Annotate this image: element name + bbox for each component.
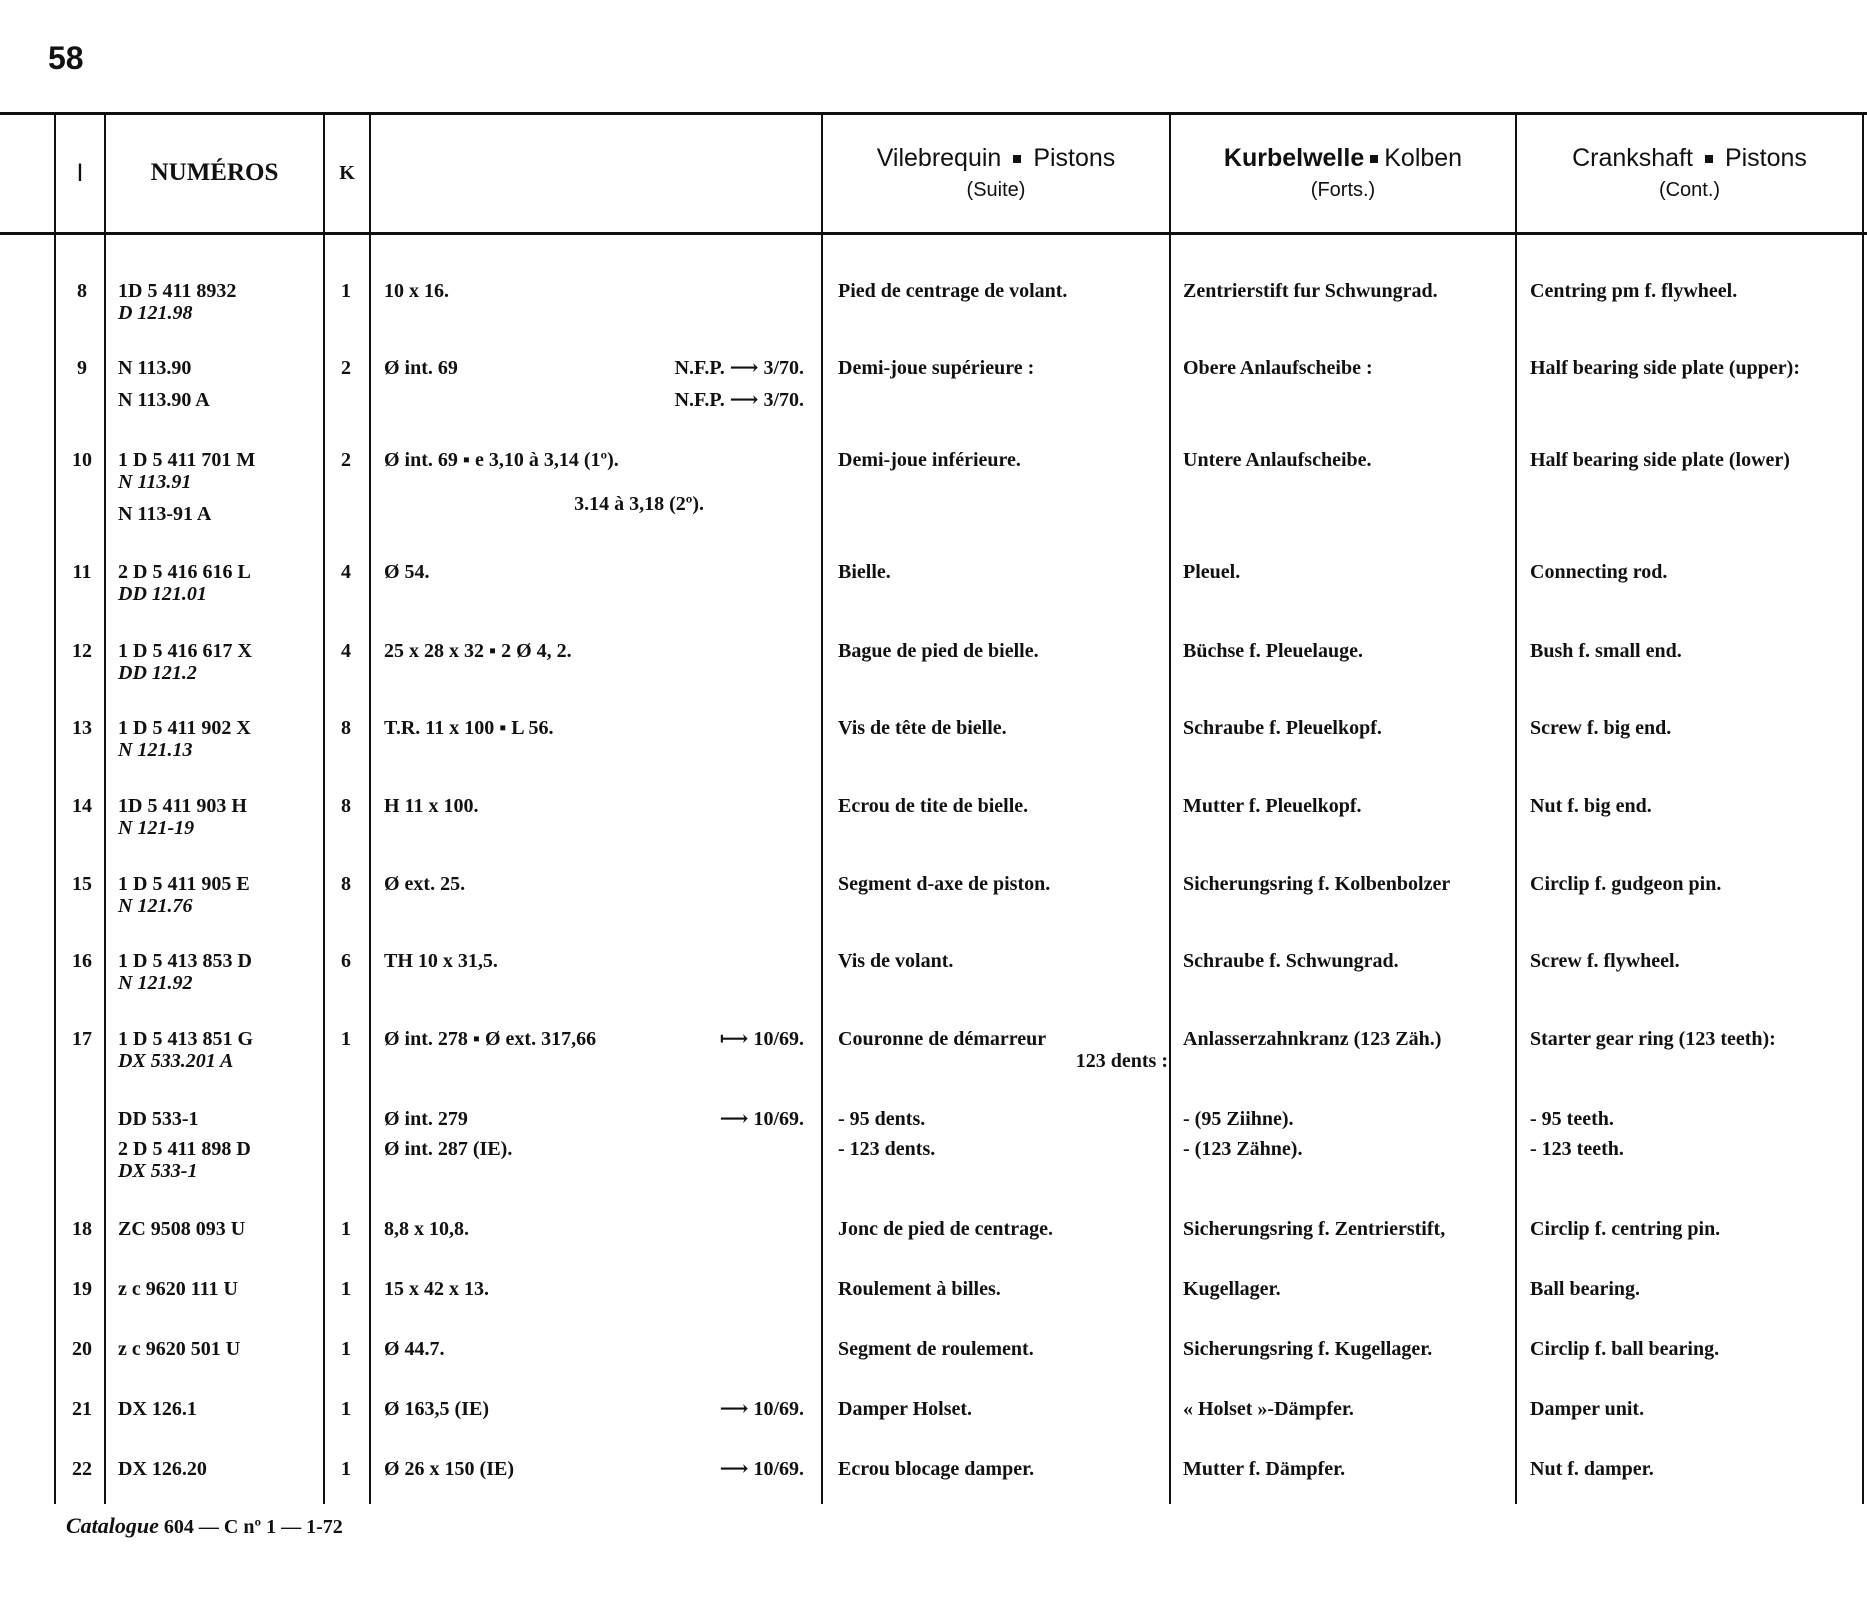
note-text: ⟶ 10/69. (719, 1458, 804, 1480)
row-german: Anlasserzahnkranz (123 Zäh.) (1183, 1028, 1442, 1050)
part-number: 1D 5 411 8932 (118, 280, 237, 302)
row-dimensions (384, 357, 814, 411)
row-index: 22 (72, 1458, 92, 1480)
bullet-icon (1013, 155, 1021, 163)
row-dimensions (384, 1028, 814, 1050)
header-german-title-a: Kurbelwelle (1223, 144, 1365, 172)
part-number: z c 9620 501 U (118, 1338, 241, 1360)
header-qty-label: K (339, 161, 355, 184)
row-qty: 2 (341, 357, 351, 379)
header-french-title-a: Vilebrequin (876, 144, 1002, 172)
ref-number: DD 121.2 (118, 662, 197, 684)
row-numbers (118, 1398, 323, 1420)
row-german: Mutter f. Dämpfer. (1183, 1458, 1346, 1480)
row-english: Connecting rod. (1530, 561, 1668, 583)
row-dimensions (384, 1108, 814, 1130)
row-index: 21 (72, 1398, 92, 1420)
row-french: Roulement à billes. (838, 1278, 1001, 1300)
ref-number: N 121-19 (118, 817, 195, 839)
row-german: Untere Anlaufscheibe. (1183, 449, 1372, 471)
row-french: Jonc de pied de centrage. (838, 1218, 1053, 1240)
row-english: Half bearing side plate (upper): (1530, 357, 1800, 379)
row-english: Starter gear ring (123 teeth): (1530, 1028, 1776, 1050)
row-numbers (118, 1278, 323, 1300)
part-number: 1D 5 411 903 H (118, 795, 247, 817)
header-german-title-b: Kolben (1384, 144, 1463, 172)
row-qty: 1 (341, 1278, 351, 1300)
part-number: DX 126.20 (118, 1458, 207, 1480)
row-index: 13 (72, 717, 92, 739)
header-index-label: I (76, 158, 84, 187)
header-english-title-a: Crankshaft (1572, 144, 1693, 172)
row-english: Centring pm f. flywheel. (1530, 280, 1738, 302)
row-index: 16 (72, 950, 92, 972)
row-qty: 1 (341, 1028, 351, 1050)
row-french: Segment de roulement. (838, 1338, 1034, 1360)
row-german: Kugellager. (1183, 1278, 1281, 1300)
row-qty: 8 (341, 717, 351, 739)
part-number: N 113.90 (118, 357, 192, 379)
note-text: N.F.P. ⟶ 3/70. (674, 357, 804, 379)
ref-number: N 121.76 (118, 895, 193, 917)
row-numbers (118, 717, 323, 761)
row-numbers (118, 1338, 323, 1360)
dimension-text: Ø 26 x 150 (IE) (384, 1458, 514, 1480)
bullet-icon (1370, 155, 1378, 163)
french-text-2: 123 dents : (1075, 1050, 1168, 1072)
row-english: Circlip f. centring pin. (1530, 1218, 1721, 1240)
row-german: Sicherungsring f. Kolbenbolzer (1183, 873, 1451, 895)
row-index: 12 (72, 640, 92, 662)
row-qty: 1 (341, 1338, 351, 1360)
part-number: ZC 9508 093 U (118, 1218, 246, 1240)
row-qty: 8 (341, 873, 351, 895)
part-number: 2 D 5 416 616 L (118, 561, 251, 583)
row-numbers (118, 1108, 323, 1130)
row-qty: 6 (341, 950, 351, 972)
dimension-text: Ø int. 69 ▪ e 3,10 à 3,14 (1º). (384, 449, 619, 471)
bullet-icon (1705, 155, 1713, 163)
part-number: z c 9620 111 U (118, 1278, 238, 1300)
ref-number: DX 533.201 A (118, 1050, 234, 1072)
dimension-text-2: 3.14 à 3,18 (2º). (574, 493, 704, 515)
ref-number-2: N 113-91 A (118, 503, 212, 525)
row-dimensions: 10 x 16. (384, 280, 449, 302)
part-number: 1 D 5 411 902 X (118, 717, 251, 739)
dimension-text-2: N.F.P. ⟶ 3/70. (674, 389, 804, 411)
row-numbers (118, 795, 323, 839)
header-index (56, 112, 104, 234)
row-dimensions: 8,8 x 10,8. (384, 1218, 469, 1240)
row-qty: 2 (341, 449, 351, 471)
row-german: Sicherungsring f. Kugellager. (1183, 1338, 1433, 1360)
footer-catalogue: Catalogue (66, 1513, 159, 1538)
header-german-title (1224, 144, 1462, 173)
row-numbers (118, 449, 323, 525)
row-numbers (118, 1458, 323, 1480)
dimension-text: Ø int. 279 (384, 1108, 468, 1130)
ref-number: N 121.13 (118, 739, 193, 761)
row-german: Mutter f. Pleuelkopf. (1183, 795, 1362, 817)
part-number: 2 D 5 411 898 D (118, 1138, 251, 1160)
row-dimensions: Ø 44.7. (384, 1338, 445, 1360)
row-dimensions: H 11 x 100. (384, 795, 479, 817)
row-german: Zentrierstift fur Schwungrad. (1183, 280, 1438, 302)
header-numbers (106, 112, 323, 234)
row-numbers (118, 1028, 323, 1072)
part-number: 1 D 5 411 701 M (118, 449, 256, 471)
part-number: DD 533-1 (118, 1108, 199, 1130)
dimension-text: Ø int. 69 (384, 357, 458, 379)
row-qty: 1 (341, 1218, 351, 1240)
row-numbers (118, 873, 323, 917)
row-index: 20 (72, 1338, 92, 1360)
row-qty: 1 (341, 280, 351, 302)
row-french: Vis de tête de bielle. (838, 717, 1007, 739)
row-dimensions (384, 1398, 814, 1420)
footer (66, 1513, 343, 1539)
row-english: Half bearing side plate (lower) (1530, 449, 1790, 471)
header-german-sub: (Forts.) (1310, 179, 1376, 201)
col-border (1169, 112, 1171, 1504)
page-number: 58 (48, 40, 84, 76)
row-german: - (95 Ziihne). (1183, 1108, 1294, 1130)
dimension-text: Ø int. 278 ▪ Ø ext. 317,66 (384, 1028, 597, 1050)
row-numbers (118, 280, 323, 324)
row-english: Bush f. small end. (1530, 640, 1682, 662)
note-text: ⟶ 10/69. (719, 1398, 804, 1420)
row-english: Circlip f. ball bearing. (1530, 1338, 1720, 1360)
ref-number: N 113.91 (118, 471, 192, 493)
row-numbers (118, 561, 323, 605)
row-qty: 1 (341, 1458, 351, 1480)
header-german (1171, 112, 1515, 234)
row-numbers (118, 1218, 323, 1240)
row-qty: 1 (341, 1398, 351, 1420)
header-french-sub: (Suite) (966, 179, 1026, 201)
row-index: 10 (72, 449, 92, 471)
row-german: Schraube f. Schwungrad. (1183, 950, 1399, 972)
ref-number: N 113.90 A (118, 389, 210, 411)
row-numbers (118, 1138, 323, 1182)
row-numbers (118, 640, 323, 684)
row-german: Pleuel. (1183, 561, 1241, 583)
row-dimensions: 15 x 42 x 13. (384, 1278, 489, 1300)
row-german: « Holset »-Dämpfer. (1183, 1398, 1354, 1420)
ref-number: N 121.92 (118, 972, 193, 994)
row-dimensions (384, 449, 814, 515)
row-german: Obere Anlaufscheibe : (1183, 357, 1373, 379)
row-index: 14 (72, 795, 92, 817)
row-english: Screw f. flywheel. (1530, 950, 1680, 972)
row-index: 17 (72, 1028, 92, 1050)
row-dimensions: TH 10 x 31,5. (384, 950, 498, 972)
row-index: 8 (77, 280, 87, 302)
row-index: 19 (72, 1278, 92, 1300)
row-dimensions (384, 1458, 814, 1480)
row-dimensions: 25 x 28 x 32 ▪ 2 Ø 4, 2. (384, 640, 572, 662)
row-numbers (118, 357, 323, 411)
row-index: 15 (72, 873, 92, 895)
row-french: - 95 dents. (838, 1108, 926, 1130)
part-number: 1 D 5 413 853 D (118, 950, 252, 972)
row-index: 18 (72, 1218, 92, 1240)
row-french: Demi-joue supérieure : (838, 357, 1035, 379)
row-dimensions: T.R. 11 x 100 ▪ L 56. (384, 717, 554, 739)
ref-number: D 121.98 (118, 302, 193, 324)
row-english: Ball bearing. (1530, 1278, 1641, 1300)
row-index: 9 (77, 357, 87, 379)
col-border (369, 112, 371, 1504)
row-french: Pied de centrage de volant. (838, 280, 1068, 302)
row-french: Bague de pied de bielle. (838, 640, 1039, 662)
header-english-sub: (Cont.) (1658, 179, 1721, 201)
note-text: ⟶ 10/69. (719, 1108, 804, 1130)
row-english: Circlip f. gudgeon pin. (1530, 873, 1722, 895)
row-french: Damper Holset. (838, 1398, 973, 1420)
dimension-text: Ø 163,5 (IE) (384, 1398, 489, 1420)
part-number: 1 D 5 413 851 G (118, 1028, 253, 1050)
french-text: Couronne de démarreur (838, 1028, 1047, 1050)
row-english: Nut f. big end. (1530, 795, 1652, 817)
row-french: Ecrou blocage damper. (838, 1458, 1035, 1480)
header-english (1517, 112, 1862, 234)
header-qty (325, 112, 369, 234)
parts-table (0, 112, 1867, 1504)
header-french-title (877, 144, 1116, 173)
row-english: - 95 teeth. (1530, 1108, 1614, 1130)
row-english: - 123 teeth. (1530, 1138, 1624, 1160)
col-border (323, 112, 325, 1504)
row-french: - 123 dents. (838, 1138, 936, 1160)
row-index: 11 (72, 561, 92, 583)
part-number: 1 D 5 411 905 E (118, 873, 250, 895)
row-german: Büchse f. Pleuelauge. (1183, 640, 1363, 662)
row-numbers (118, 950, 323, 994)
footer-text: 604 — C nº 1 — 1-72 (163, 1516, 343, 1538)
row-english: Screw f. big end. (1530, 717, 1672, 739)
part-number: DX 126.1 (118, 1398, 197, 1420)
note-text: ⟼ 10/69. (719, 1028, 804, 1050)
row-english: Nut f. damper. (1530, 1458, 1654, 1480)
row-dimensions: Ø 54. (384, 561, 430, 583)
header-french-title-b: Pistons (1033, 144, 1116, 172)
part-number: 1 D 5 416 617 X (118, 640, 252, 662)
row-dimensions: Ø ext. 25. (384, 873, 466, 895)
ref-number: DX 533-1 (118, 1160, 198, 1182)
row-french: Bielle. (838, 561, 891, 583)
header-french (823, 112, 1169, 234)
row-french (838, 1028, 1168, 1072)
row-french: Vis de volant. (838, 950, 954, 972)
header-english-title-b: Pistons (1724, 144, 1807, 172)
row-german: - (123 Zähne). (1183, 1138, 1303, 1160)
row-qty: 4 (341, 561, 351, 583)
row-dimensions: Ø int. 287 (IE). (384, 1138, 513, 1160)
row-french: Demi-joue inférieure. (838, 449, 1021, 471)
ref-number: DD 121.01 (118, 583, 207, 605)
row-french: Ecrou de tite de bielle. (838, 795, 1029, 817)
col-border (1515, 112, 1517, 1504)
header-english-title (1572, 144, 1807, 173)
row-french: Segment d-axe de piston. (838, 873, 1051, 895)
header-numbers-label: NUMÉROS (150, 159, 279, 186)
row-qty: 8 (341, 795, 351, 817)
row-qty: 4 (341, 640, 351, 662)
col-border (821, 112, 823, 1504)
row-german: Schraube f. Pleuelkopf. (1183, 717, 1382, 739)
row-english: Damper unit. (1530, 1398, 1645, 1420)
row-german: Sicherungsring f. Zentrierstift, (1183, 1218, 1446, 1240)
